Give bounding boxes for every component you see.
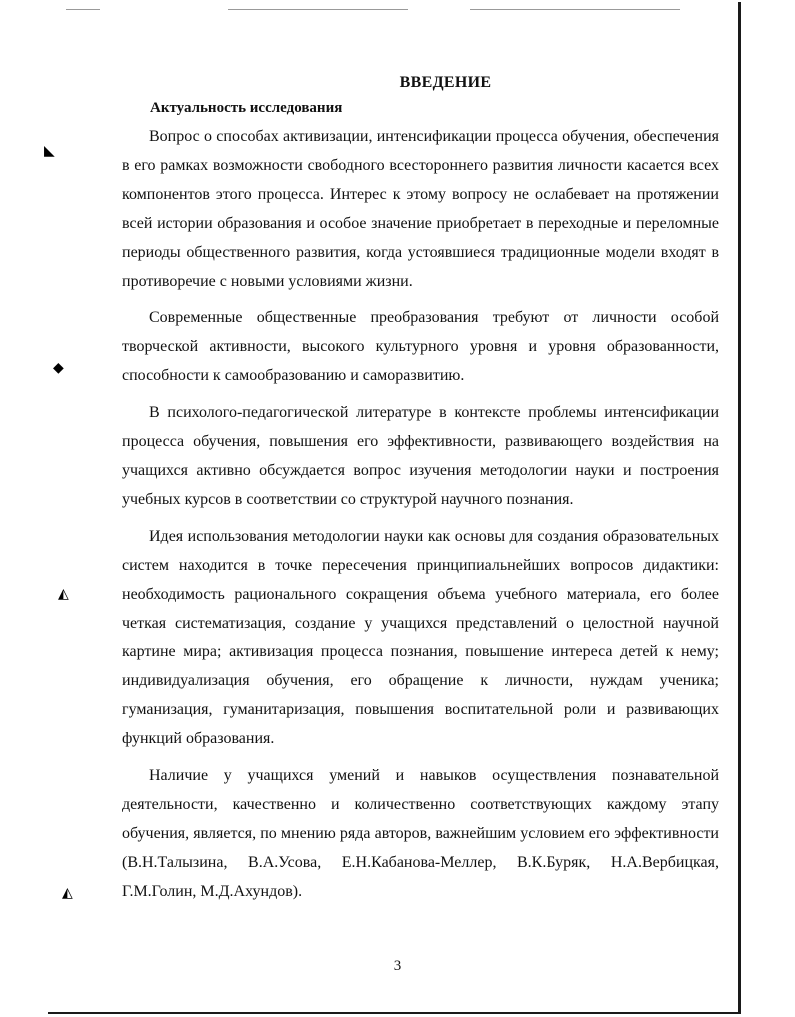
- paragraph-2: Современные общественные преобразования требуют от личности особой творческой активности, высокого культурного уровня и уровня образованности, способности к самообразованию и саморазвитию.: [122, 309, 719, 385]
- scan-artifact-top-center: [228, 9, 408, 10]
- scan-artifact-top-left: [66, 9, 100, 10]
- binding-hole-mark-1: ◣: [44, 144, 55, 159]
- paragraph-3: В психолого-педагогической литературе в контексте проблемы интенсификации процесса обучения, повышения его эффективности, развивающего воздействия на учащихся активно обсуждается вопрос изучения методологии науки и построения учебных курсов в соответствии со структурой научного познания.: [122, 404, 719, 508]
- scan-border-right: [738, 2, 741, 1014]
- binding-hole-mark-4: ◭: [62, 886, 73, 901]
- binding-hole-mark-2: ◆: [53, 361, 64, 376]
- paragraph-1: Вопрос о способах активизации, интенсификации процесса обучения, обеспечения в его рамках возможности свободного всестороннего развития личности касается всех компонентов этого процесса. Интерес к этому вопросу не ослабевает на протяжении всей истории образования и особое значение приобретает в переходные и переломные периоды общественного развития, когда устоявшиеся традиционные модели входят в противоречие с новыми условиями жизни.: [122, 128, 719, 290]
- paragraph-4: Идея использования методологии науки как основы для создания образовательных систем находится в точке пересечения принципиальнейших вопросов дидактики: необходимость рационального сокращения объема учебного материала, его более четкая систематизация, создание у учащихся представлений о целостной научной картине мира; активизация процесса познания, повышение интереса детей к нему; индивидуализация обучения, его обращение к личности, нуждам ученика; гуманизация, гуманитаризация, повышения воспитательной роли и развивающих функций образования.: [122, 527, 719, 748]
- scan-border-bottom: [48, 1012, 741, 1014]
- scan-artifact-top-right: [470, 9, 680, 10]
- page-number: 3: [393, 958, 402, 974]
- document-title: ВВЕДЕНИЕ: [399, 74, 492, 91]
- binding-hole-mark-3: ◭: [58, 587, 69, 602]
- document-page: [122, 70, 719, 915]
- paragraph-5: Наличие у учащихся умений и навыков осуществления познавательной деятельности, качественно и количественно соответствующих каждому этапу обучения, является, по мнению ряда авторов, важнейшим условием его эффективности (В.Н.Талызина, В.А.Усова, Е.Н.Кабанова-Меллер, В.К.Буряк, Н.А.Вербицкая, Г.М.Голин, М.Д.Ахундов).: [122, 767, 719, 900]
- section-heading: Актуальность исследования: [150, 100, 343, 116]
